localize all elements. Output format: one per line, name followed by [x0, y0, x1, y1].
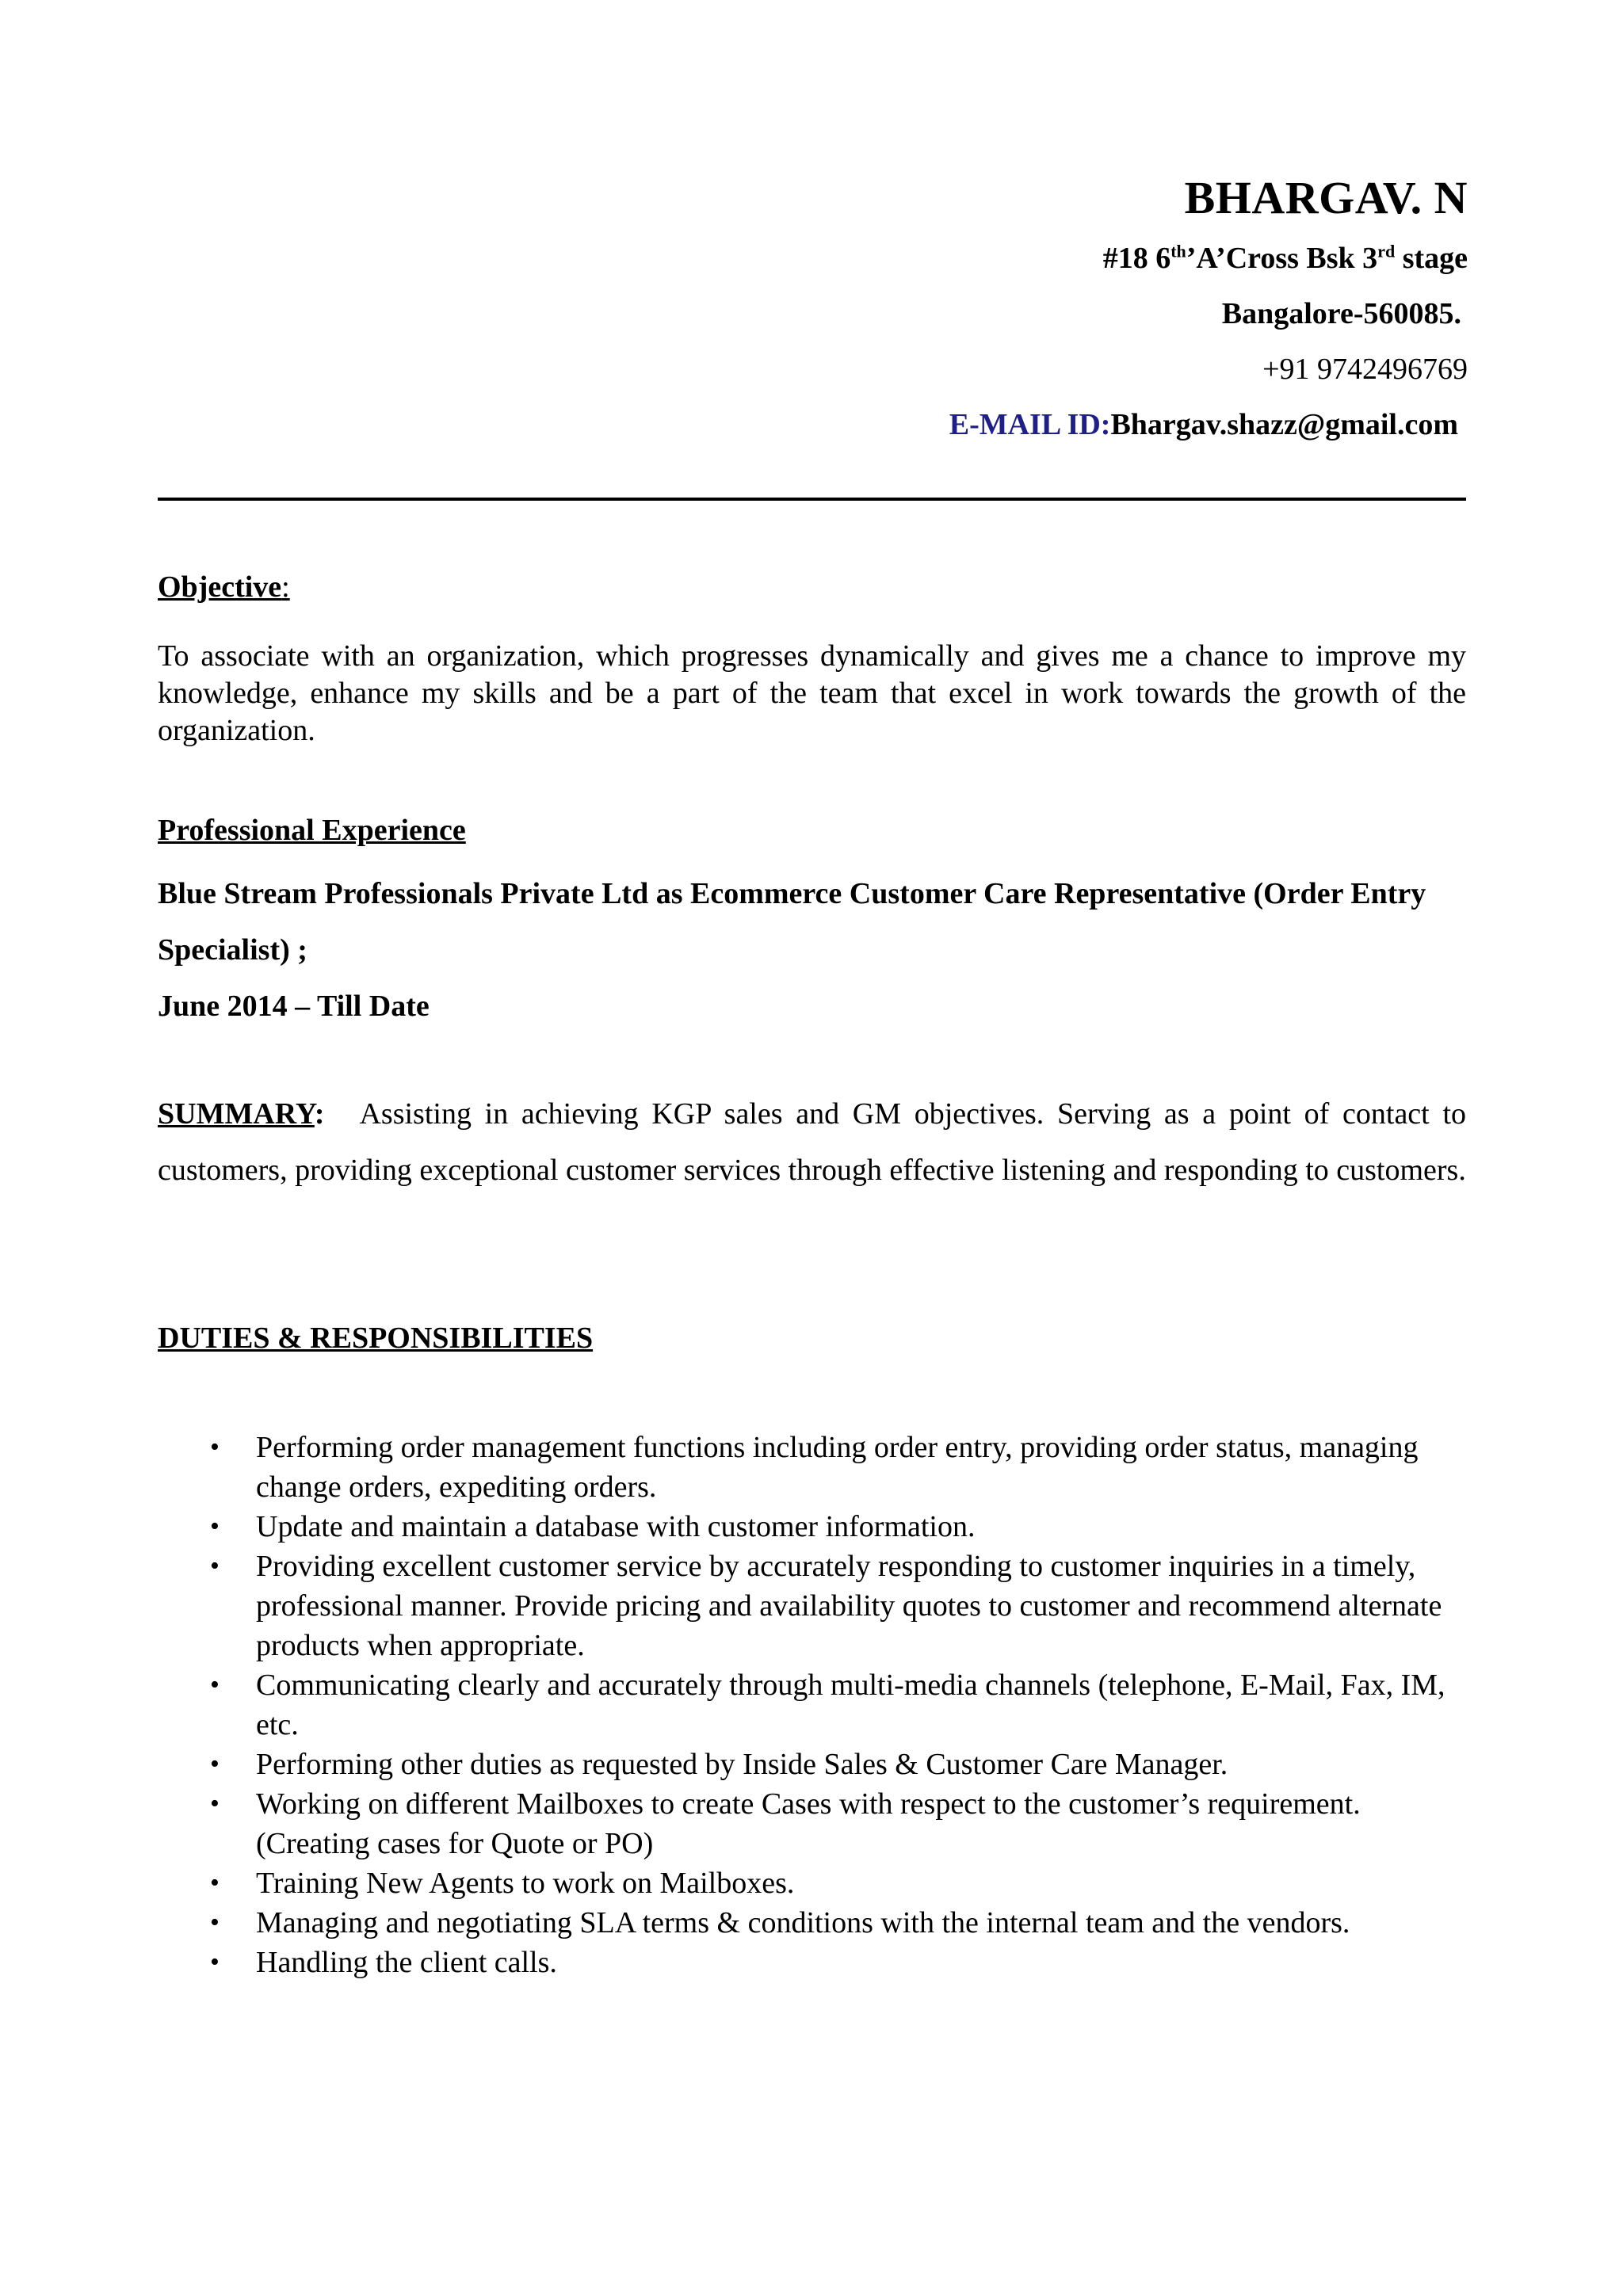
address-superscript: rd	[1377, 241, 1396, 261]
experience-heading: Professional Experience	[158, 814, 466, 847]
experience-details	[158, 866, 1466, 1035]
bullet-icon: •	[210, 1908, 220, 1937]
bullet-icon: •	[210, 1947, 220, 1977]
duties-list	[158, 1428, 1466, 1982]
contact-header	[949, 166, 1468, 444]
candidate-name: BHARGAV. N	[1184, 172, 1468, 223]
bullet-icon: •	[210, 1551, 220, 1581]
duty-text: Performing order management functions including order entry, providing order status, managing change orders, expediting orders.	[256, 1431, 1419, 1504]
duty-text: Handling the client calls.	[256, 1946, 557, 1979]
list-item	[158, 1428, 1466, 1507]
list-item	[158, 1943, 1466, 1982]
duty-text: Providing excellent customer service by accurately responding to customer inquiries in a timely, professional manner. Provide pricing and availability quotes to customer and recommend alternate products when appropriate.	[256, 1550, 1442, 1662]
summary-colon: :	[314, 1097, 325, 1131]
objective-heading-colon: :	[281, 570, 290, 604]
objective-heading: Objective	[158, 570, 282, 604]
bullet-icon: •	[210, 1789, 220, 1818]
address-line	[949, 239, 1468, 277]
list-item	[158, 1665, 1466, 1745]
bullet-icon: •	[210, 1749, 220, 1779]
bullet-icon: •	[210, 1868, 220, 1897]
email-address: Bhargav.shazz@gmail.com	[1110, 408, 1458, 441]
list-item	[158, 1547, 1466, 1665]
city-line: Bangalore-560085.	[1221, 297, 1461, 330]
list-item	[158, 1863, 1466, 1903]
email-label: E-MAIL ID:	[949, 408, 1111, 441]
bullet-icon: •	[210, 1432, 220, 1462]
summary-paragraph	[158, 1086, 1466, 1199]
bullet-icon: •	[210, 1670, 220, 1699]
header-divider	[158, 498, 1466, 501]
duty-text: Training New Agents to work on Mailboxes.	[256, 1867, 795, 1900]
duty-text: Update and maintain a database with customer information.	[256, 1510, 976, 1543]
list-item	[158, 1507, 1466, 1547]
list-item	[158, 1903, 1466, 1943]
objective-text: To associate with an organization, which progresses dynamically and gives me a chance to improve my knowledge, enhance my skills and be a part of the team that excel in work towards the growth of the organization.	[158, 639, 1466, 747]
list-item	[158, 1784, 1466, 1863]
list-item	[158, 1745, 1466, 1784]
duties-heading: DUTIES & RESPONSIBILITIES	[158, 1322, 594, 1355]
duty-text: Managing and negotiating SLA terms & conditions with the internal team and the vendors.	[256, 1906, 1350, 1939]
address-part: #18 6	[1102, 242, 1171, 275]
address-part: ’A’Cross Bsk 3	[1186, 242, 1378, 275]
duty-text: Working on different Mailboxes to create Cases with respect to the customer’s requirement. (Creating cases for Quote or PO)	[256, 1787, 1361, 1860]
summary-label: SUMMARY	[158, 1097, 315, 1131]
company-role: Blue Stream Professionals Private Ltd as Ecommerce Customer Care Representative (Order Entry Specialist) ;	[158, 877, 1426, 967]
duty-text: Performing other duties as requested by Inside Sales & Customer Care Manager.	[256, 1748, 1228, 1781]
duties-section-heading	[158, 1318, 593, 1358]
duty-text: Communicating clearly and accurately through multi-media channels (telephone, E-Mail, Fax, IM, etc.	[256, 1669, 1445, 1741]
address-part: stage	[1395, 242, 1468, 275]
objective-section-heading	[158, 567, 290, 607]
employment-period: June 2014 – Till Date	[158, 990, 430, 1023]
experience-section-heading	[158, 810, 466, 850]
address-superscript: th	[1170, 241, 1186, 261]
bullet-icon: •	[210, 1512, 220, 1541]
email-line	[949, 406, 1468, 444]
phone-number: +91 9742496769	[1262, 353, 1468, 386]
summary-text: Assisting in achieving KGP sales and GM objectives. Serving as a point of contact to customers, providing exceptional customer services through effective listening and responding to customers.	[158, 1097, 1466, 1187]
